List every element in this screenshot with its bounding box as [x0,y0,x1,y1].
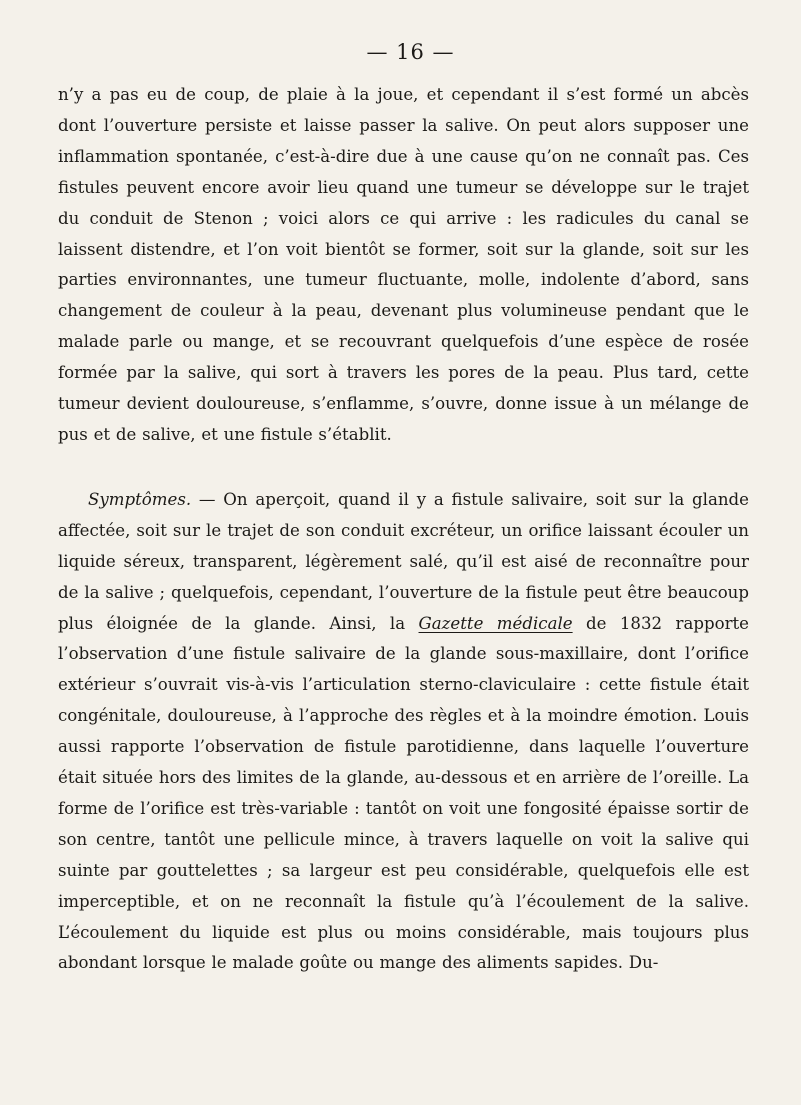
paragraph-gap [58,451,749,485]
paragraph-symptoms [58,485,749,980]
section-heading-symptoms: Symptômes. [88,489,192,509]
journal-title: Gazette médicale [418,613,573,633]
page-number: — 16 — [366,40,455,64]
symptoms-text-part1: — On aperçoit, quand il y a fistule salivaire, soit sur la glande affectée, soit sur le trajet de son conduit excréteur, un orifice laissant écouler un liquide séreux, transparent, légèrement salé, qu’il est aisé de reconnaître pour de la salive ; quelquefois, cependant, l’ouverture de la fistule peut être beaucoup plus éloignée de la glande. Ainsi, la [58,489,749,633]
symptoms-text-part2: de 1832 rapporte l’observation d’une fistule salivaire de la glande sous-maxillaire, dont l’orifice extérieur s’ouvrait vis-à-vis l’articulation sterno-claviculaire : cette fistule était congénitale, douloureuse, à l’approche des règles et à la moindre émotion. Louis aussi rapporte l’observation de fistule parotidienne, dans laquelle l’ouverture était située hors des limites de la glande, au-dessous et en arrière de l’oreille. La forme de l’orifice est très-variable : tantôt on voit une fongosité épaisse sortir de son centre, tantôt une pellicule mince, à travers laquelle on voit la salive qui suinte par gouttelettes ; sa largeur est peu considérable, quelquefois elle est imperceptible, et on ne reconnaît la fistule qu’à l’écoulement de la salive. L’écoulement du liquide est plus ou moins considérable, mais toujours plus abondant lorsque le malade goûte ou mange des aliments sapides. Du- [58,613,749,973]
paragraph-continuation: n’y a pas eu de coup, de plaie à la joue, et cependant il s’est formé un abcès dont l’ouverture persiste et laisse passer la salive. On peut alors supposer une inflammation spontanée, c’est-à-dire due à une cause qu’on ne connaît pas. Ces fistules peuvent encore avoir lieu quand une tumeur se développe sur le trajet du conduit de Stenon ; voici alors ce qui arrive : les radicules du canal se laissent distendre, et l’on voit bientôt se former, soit sur la glande, soit sur les parties environnantes, une tumeur fluctuante, molle, indolente d’abord, sans changement de couleur à la peau, devenant plus volumineuse pendant que le malade parle ou mange, et se recouvrant quelquefois d’une espèce de rosée formée par la salive, qui sort à travers les pores de la peau. Plus tard, cette tumeur devient douloureuse, s’enflamme, s’ouvre, donne issue à un mélange de pus et de salive, et une fistule s’établit. [58,85,749,444]
